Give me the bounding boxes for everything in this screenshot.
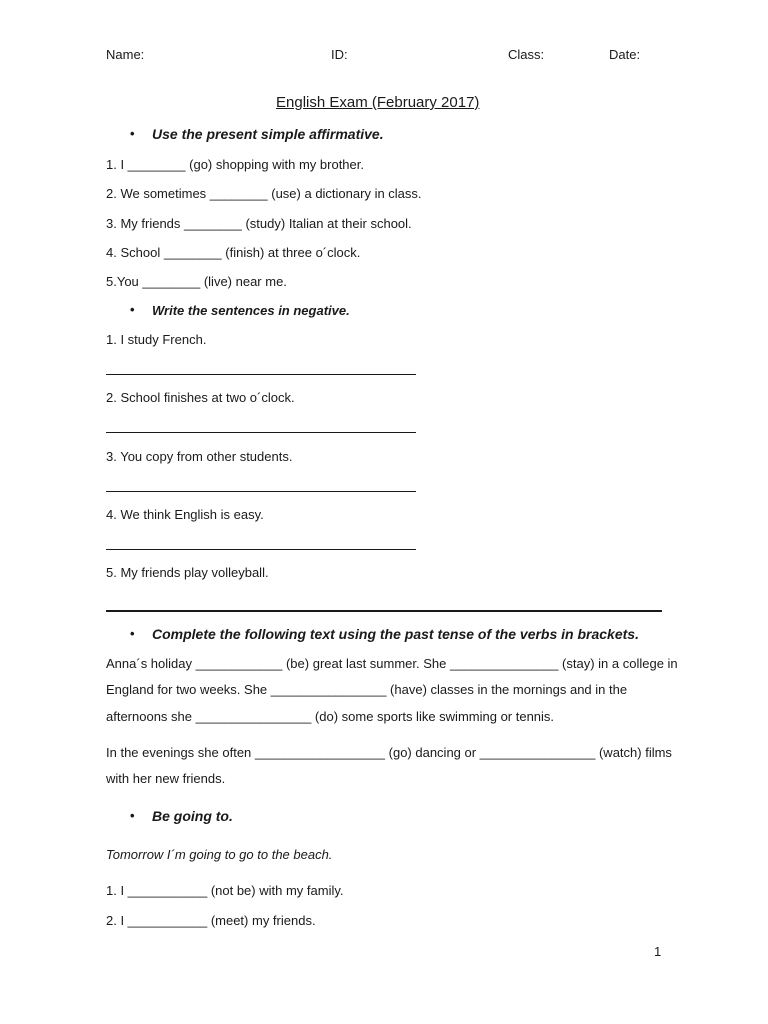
bullet-icon: • bbox=[130, 626, 135, 641]
section1-item: 1. I ________ (go) shopping with my brother. bbox=[106, 157, 364, 172]
section4-item: 1. I ___________ (not be) with my family. bbox=[106, 883, 344, 898]
section2-instruction: Write the sentences in negative. bbox=[152, 303, 350, 318]
section2-item: 4. We think English is easy. bbox=[106, 507, 264, 522]
id-label: ID: bbox=[331, 47, 348, 62]
section1-item: 5.You ________ (live) near me. bbox=[106, 274, 287, 289]
answer-line[interactable] bbox=[106, 610, 662, 612]
bullet-icon: • bbox=[130, 808, 135, 823]
bullet-icon: • bbox=[130, 126, 135, 141]
section4-item: 2. I ___________ (meet) my friends. bbox=[106, 913, 316, 928]
section3-text-line: In the evenings she often __________________ (go) dancing or ________________ (watch) films bbox=[106, 745, 672, 760]
section3-instruction: Complete the following text using the past tense of the verbs in brackets. bbox=[152, 626, 639, 642]
bullet-icon: • bbox=[130, 302, 135, 317]
page-number: 1 bbox=[654, 944, 662, 959]
section3-text-line: England for two weeks. She ________________ (have) classes in the mornings and in the bbox=[106, 682, 628, 697]
section2-item: 5. My friends play volleyball. bbox=[106, 565, 269, 580]
section1-instruction: Use the present simple affirmative. bbox=[152, 126, 384, 142]
section3-text-line: with her new friends. bbox=[106, 771, 226, 786]
section1-item: 2. We sometimes ________ (use) a dictionary in class. bbox=[106, 186, 422, 201]
answer-line[interactable] bbox=[106, 432, 416, 433]
date-label: Date: bbox=[609, 47, 641, 62]
section3-text-line: Anna´s holiday ____________ (be) great last summer. She _______________ (stay) in a college in bbox=[106, 656, 678, 671]
section2-item: 3. You copy from other students. bbox=[106, 449, 293, 464]
section3-text-line: afternoons she ________________ (do) some sports like swimming or tennis. bbox=[106, 709, 555, 724]
answer-line[interactable] bbox=[106, 374, 416, 375]
answer-line[interactable] bbox=[106, 549, 416, 550]
answer-line[interactable] bbox=[106, 491, 416, 492]
class-label: Class: bbox=[508, 47, 545, 62]
page-title: English Exam (February 2017) bbox=[276, 94, 480, 111]
section1-item: 4. School ________ (finish) at three o´clock. bbox=[106, 245, 361, 260]
section2-item: 2. School finishes at two o´clock. bbox=[106, 390, 295, 405]
section4-instruction: Be going to. bbox=[152, 808, 233, 824]
name-label: Name: bbox=[106, 47, 145, 62]
section2-item: 1. I study French. bbox=[106, 332, 207, 347]
section4-example: Tomorrow I´m going to go to the beach. bbox=[106, 847, 333, 862]
section1-item: 3. My friends ________ (study) Italian at their school. bbox=[106, 216, 412, 231]
